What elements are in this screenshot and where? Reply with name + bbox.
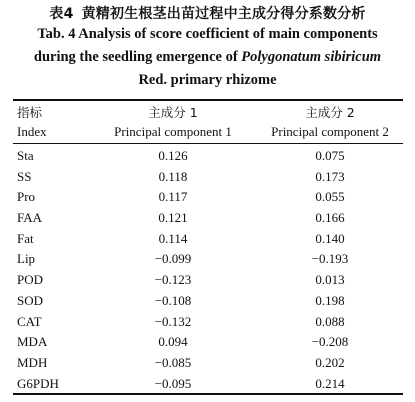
species-name: Polygonatum sibiricum	[241, 49, 382, 65]
table-row	[13, 353, 403, 374]
cell-pc2: 0.075	[315, 148, 345, 163]
cell-index: FAA	[17, 210, 43, 226]
table-body	[13, 146, 403, 394]
cell-index: Fat	[17, 230, 34, 246]
table-caption-en-line1: Tab. 4 Analysis of score coefficient of main components	[37, 26, 378, 42]
table-row	[13, 167, 403, 188]
cell-pc1: 0.118	[158, 168, 188, 184]
table-number: 表4	[49, 6, 74, 22]
cell-pc1: 0.126	[158, 148, 188, 163]
cell-index: SOD	[17, 292, 44, 308]
table-caption-en-line2	[0, 48, 415, 66]
cell-index: CAT	[17, 313, 42, 329]
table-row	[13, 146, 403, 167]
cell-index: MDA	[17, 334, 48, 350]
cell-index: SS	[17, 168, 32, 184]
cell-pc1: 0.121	[158, 210, 188, 226]
cell-pc2: 0.166	[315, 210, 345, 226]
cell-pc1: −0.108	[154, 292, 192, 308]
cell-pc1: 0.114	[158, 230, 188, 246]
cell-pc1: −0.085	[154, 354, 192, 370]
cell-pc2: 0.055	[315, 189, 345, 205]
table-row	[13, 332, 403, 353]
table-caption-en-line3: Red. primary rhizome	[138, 72, 277, 88]
table-row	[13, 187, 403, 208]
table-top-rule	[13, 99, 403, 101]
cell-pc2: 0.173	[315, 168, 345, 184]
caption-en-line2-text: during the seedling emergence of	[33, 49, 242, 65]
cell-pc2: 0.202	[315, 354, 345, 370]
cell-pc1: 0.117	[158, 189, 188, 205]
table-bottom-rule	[13, 393, 403, 395]
cell-pc2: 0.214	[315, 375, 345, 391]
cell-index: G6PDH	[17, 375, 59, 391]
cell-index: Pro	[17, 189, 36, 205]
cell-pc1: −0.123	[154, 272, 192, 288]
cell-index: Lip	[17, 251, 36, 267]
cell-pc1: 0.094	[158, 334, 188, 350]
table-title-cn: 黄精初生根茎出苗过程中主成分得分系数分析	[81, 6, 366, 22]
table-row	[13, 312, 403, 333]
header-index-en: Index	[17, 124, 47, 139]
header-index-cn: 指标	[17, 105, 43, 120]
cell-pc2: 0.088	[315, 313, 345, 329]
table-row	[13, 374, 403, 395]
cell-index: POD	[17, 272, 44, 288]
header-pc2-en: Principal component 2	[271, 124, 389, 139]
table-row	[13, 229, 403, 250]
table-row	[13, 270, 403, 291]
header-pc2-cn: 主成分 2	[305, 105, 355, 120]
table-row	[13, 291, 403, 312]
cell-pc2: 0.140	[315, 230, 345, 246]
cell-pc1: −0.099	[154, 251, 192, 267]
cell-pc1: −0.095	[154, 375, 192, 391]
header-pc1-cn: 主成分 1	[148, 105, 198, 120]
table-row	[13, 249, 403, 270]
table-row	[13, 208, 403, 229]
cell-index: Sta	[17, 148, 34, 163]
cell-pc2: −0.193	[311, 251, 349, 267]
cell-pc2: 0.198	[315, 292, 345, 308]
cell-index: MDH	[17, 354, 48, 370]
cell-pc2: 0.013	[315, 272, 345, 288]
header-pc1-en: Principal component 1	[114, 124, 232, 139]
cell-pc1: −0.132	[154, 313, 192, 329]
table-caption-cn	[0, 3, 415, 23]
table-header-rule	[13, 143, 403, 144]
cell-pc2: −0.208	[311, 334, 349, 350]
